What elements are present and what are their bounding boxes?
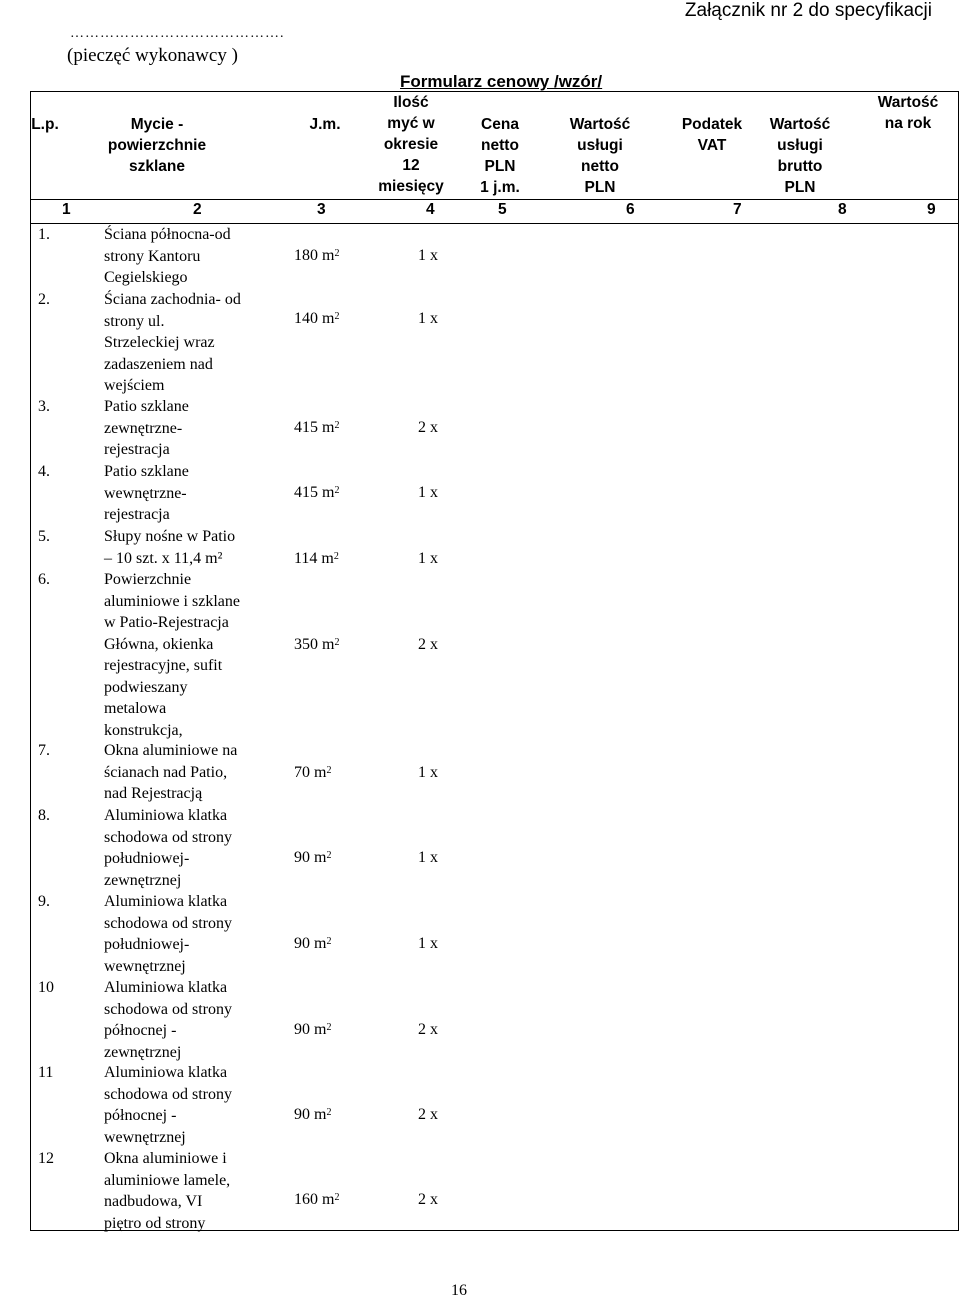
row-description: Patio szklane wewnętrzne- rejestracja: [104, 463, 189, 523]
area-unit-superscript: 2: [326, 765, 332, 776]
row-area-value: 415 m: [294, 484, 335, 501]
row-area: [294, 1189, 339, 1211]
row-number: 12: [38, 1150, 54, 1167]
area-unit-superscript: 2: [334, 420, 340, 431]
area-unit-superscript: 2: [334, 311, 340, 322]
annex-label: Załącznik nr 2 do specyfikacji: [684, 0, 932, 21]
row-area-value: 140 m: [294, 310, 335, 327]
header-gross: Wartość usługi brutto PLN: [769, 116, 831, 196]
row-quantity: 2 x: [418, 419, 438, 436]
row-area-value: 90 m: [294, 1106, 327, 1123]
row-number: 9.: [38, 893, 50, 910]
row-description: Powierzchnie aluminiowe i szklane w Patio-Rejestracja Główna, okienka rejestracyjne, sufit podwieszany metalowa konstrukcja,: [104, 571, 240, 739]
form-title: Formularz cenowy /wzór/: [400, 72, 603, 91]
row-area: [294, 634, 339, 656]
area-unit-superscript: 2: [326, 1022, 332, 1033]
area-unit-superscript: 2: [326, 850, 332, 861]
header-vat: Podatek VAT: [681, 116, 743, 154]
area-unit-superscript: 2: [334, 485, 340, 496]
column-number: 9: [927, 201, 936, 218]
column-number: 7: [733, 201, 742, 218]
row-quantity: 2 x: [418, 636, 438, 653]
row-area: [294, 1019, 331, 1041]
row-quantity: 1 x: [418, 935, 438, 952]
row-description: Aluminiowa klatka schodowa od strony północnej - wewnętrznej: [104, 1064, 232, 1146]
row-number: 2.: [38, 291, 50, 308]
column-number: 4: [426, 201, 435, 218]
row-number: 11: [38, 1064, 54, 1081]
table-border-left: [30, 91, 31, 1231]
row-area: [294, 417, 339, 439]
row-area-value: 90 m: [294, 849, 327, 866]
row-area-value: 90 m: [294, 1021, 327, 1038]
header-lp: L.p.: [31, 116, 59, 133]
header-price: Cena netto PLN 1 j.m.: [480, 116, 520, 196]
area-unit-superscript: 2: [326, 936, 332, 947]
row-description: Słupy nośne w Patio – 10 szt. x 11,4 m²: [104, 528, 236, 567]
row-number: 1.: [38, 226, 50, 243]
row-area: [294, 762, 331, 784]
column-number: 3: [317, 201, 326, 218]
header-count: Ilość myć w okresie 12 miesięcy: [378, 94, 444, 195]
row-area: [294, 847, 331, 869]
row-area-value: 415 m: [294, 419, 335, 436]
row-area-value: 70 m: [294, 764, 327, 781]
row-quantity: 1 x: [418, 484, 438, 501]
row-number: 5.: [38, 528, 50, 545]
area-unit-superscript: 2: [326, 1107, 332, 1118]
column-number: 5: [498, 201, 507, 218]
row-quantity: 1 x: [418, 849, 438, 866]
header-divider: [30, 199, 958, 200]
row-description: Ściana północna-od strony Kantoru Cegielskiego: [104, 226, 231, 286]
column-number: 6: [626, 201, 635, 218]
table-border-top: [30, 91, 958, 92]
row-area: [294, 308, 339, 330]
row-description: Patio szklane zewnętrzne- rejestracja: [104, 398, 189, 458]
row-quantity: 1 x: [418, 764, 438, 781]
row-description: Okna aluminiowe i aluminiowe lamele, nadbudowa, VI piętro od strony: [104, 1150, 231, 1232]
row-description: Aluminiowa klatka schodowa od strony północnej - zewnętrznej: [104, 979, 232, 1061]
table-border-right: [958, 91, 959, 1231]
row-number: 3.: [38, 398, 50, 415]
row-area-value: 350 m: [294, 636, 335, 653]
area-unit-superscript: 2: [334, 1192, 340, 1203]
row-quantity: 1 x: [418, 247, 438, 264]
row-description: Okna aluminiowe na ścianach nad Patio, nad Rejestracją: [104, 742, 238, 802]
row-quantity: 2 x: [418, 1106, 438, 1123]
header-item: Mycie - powierzchnie szklane: [107, 116, 207, 175]
stamp-dotted-line: …………………………………….: [70, 26, 285, 41]
header-unit: J.m.: [309, 116, 341, 133]
column-number: 8: [838, 201, 847, 218]
row-number: 4.: [38, 463, 50, 480]
row-description: Aluminiowa klatka schodowa od strony południowej- wewnętrznej: [104, 893, 232, 975]
row-quantity: 2 x: [418, 1191, 438, 1208]
row-number: 6.: [38, 571, 50, 588]
column-number: 2: [193, 201, 202, 218]
row-description: Aluminiowa klatka schodowa od strony południowej- zewnętrznej: [104, 807, 232, 889]
row-area-value: 180 m: [294, 247, 335, 264]
row-description: Ściana zachodnia- od strony ul. Strzeleckiej wraz zadaszeniem nad wejściem: [104, 291, 241, 394]
area-unit-superscript: 2: [334, 637, 340, 648]
area-unit-superscript: 2: [333, 551, 339, 562]
row-quantity: 1 x: [418, 550, 438, 567]
header-year: Wartość na rok: [877, 94, 939, 132]
area-unit-superscript: 2: [334, 248, 340, 259]
row-area: [294, 245, 339, 267]
row-area-value: 160 m: [294, 1191, 335, 1208]
row-quantity: 1 x: [418, 310, 438, 327]
header-net: Wartość usługi netto PLN: [569, 116, 631, 196]
row-area-value: 90 m: [294, 935, 327, 952]
row-area: [294, 1104, 331, 1126]
row-number: 10: [38, 979, 54, 996]
row-area: [294, 482, 339, 504]
contractor-stamp-label: (pieczęć wykonawcy ): [67, 45, 238, 66]
row-area-value: 114 m: [294, 550, 334, 567]
row-number: 7.: [38, 742, 50, 759]
page-number: 16: [451, 1282, 467, 1299]
row-quantity: 2 x: [418, 1021, 438, 1038]
row-number: 8.: [38, 807, 50, 824]
row-area: [294, 548, 339, 570]
row-area: [294, 933, 331, 955]
column-number: 1: [62, 201, 71, 218]
